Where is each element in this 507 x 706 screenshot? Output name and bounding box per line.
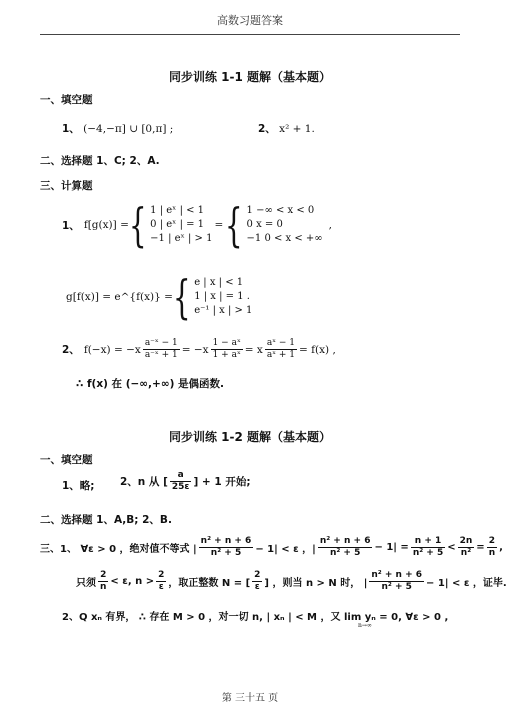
denominator: n² + 5 [210, 548, 242, 558]
expr-part: f(−x) = −x [83, 343, 141, 356]
page-footer: 第 三十五 页 [221, 693, 279, 704]
expr-part: = f(x) , [299, 343, 336, 356]
calc-2-2-expression: 2、Q xₙ 有界， ∴ 存在 M > 0 ，对一切 n, | xₙ | < M ，又 lim yₙ = 0, ∀ε > 0 , [62, 612, 449, 623]
fraction [265, 338, 297, 361]
fill-item-1 [62, 121, 173, 136]
case-row: −1 | eˣ | > 1 [150, 233, 213, 244]
calc-1-lhs: f[g(x)] = [83, 219, 129, 231]
expr-part: < [447, 542, 456, 553]
numerator: 2 [158, 570, 165, 580]
expr-part: 2、n 从 [ [120, 476, 168, 488]
numerator: a [170, 470, 192, 482]
expr-part: , [499, 542, 503, 553]
case-row: 1 −∞ < x < 0 [246, 205, 315, 216]
denominator: n² + 5 [381, 582, 412, 592]
calc-2-conclusion: ∴ f(x) 在 (−∞,+∞) 是偶函数. [76, 378, 225, 390]
denominator: n² [460, 548, 472, 558]
numerator: 2 [98, 570, 108, 582]
denominator: aˣ + 1 [266, 350, 295, 360]
fill-item-2 [258, 121, 315, 136]
limit-subscript: n→∞ [358, 622, 372, 629]
numerator: 1 − aˣ [212, 338, 241, 348]
numerator: n² + n + 6 [319, 536, 371, 546]
fraction [458, 536, 475, 559]
denominator: n² + 5 [329, 548, 361, 558]
item-number: 2、 [258, 123, 276, 135]
running-header: 高数习题答案 [217, 14, 283, 27]
fill-2-item-1: 1、略; [62, 480, 95, 492]
numerator: a⁻ˣ − 1 [144, 338, 178, 348]
expr-part: = −x [181, 343, 209, 356]
choice-line-2: 二、选择题 1、A,B; 2、B. [40, 514, 172, 526]
left-brace: { [172, 270, 191, 324]
calc-1b-expression [66, 270, 253, 324]
fraction [211, 338, 243, 361]
comma: , [328, 219, 332, 231]
numerator: aˣ − 1 [266, 338, 295, 348]
fill-2-item-2 [120, 470, 251, 493]
expr-part: − 1| < ε ，证毕. [426, 578, 507, 589]
numerator: 2 [254, 570, 261, 580]
case-row: e | x | < 1 [194, 277, 244, 288]
expr-part: 三、1、 ∀ε > 0 ，绝对值不等式 | [40, 544, 197, 555]
expr-part: ] + 1 开始; [193, 476, 251, 488]
denominator: n [100, 582, 107, 592]
fraction [411, 536, 445, 559]
cases-a [150, 204, 212, 246]
fraction [156, 570, 166, 593]
denominator: n² + 5 [412, 548, 444, 558]
denominator: n [488, 548, 496, 558]
denominator: ε [254, 582, 260, 592]
fraction [318, 536, 373, 559]
fraction [252, 570, 262, 593]
left-brace: { [225, 198, 243, 252]
fill-blank-heading-2: 一、填空题 [40, 454, 93, 466]
calc-1b-lhs: g[f(x)] = e^{f(x)} = [66, 291, 173, 303]
fraction [143, 338, 180, 361]
case-row: e⁻¹ | x | > 1 [194, 305, 253, 316]
header-rule [40, 34, 460, 35]
case-row: −1 0 < x < +∞ [246, 233, 323, 244]
expr-part: ，取正整数 N = [ [168, 578, 251, 589]
fill-answer-2: x² + 1. [279, 123, 315, 135]
numerator: n + 1 [411, 536, 445, 548]
fraction [199, 536, 254, 559]
expr-part: 只须 [76, 578, 96, 589]
cases-c [194, 276, 252, 318]
calc-2-1-expression [40, 536, 503, 559]
expr-part: < ε, n > [110, 576, 155, 587]
expr-part: − 1| < ε ，| [255, 544, 316, 555]
expr-part: − 1| = [374, 542, 409, 553]
fraction [369, 570, 424, 593]
case-row: 1 | eˣ | < 1 [150, 205, 205, 216]
equals: = [214, 219, 224, 231]
fill-blank-heading-1: 一、填空题 [40, 94, 93, 106]
expr-part: = [476, 542, 485, 553]
numerator: 2n [459, 536, 473, 546]
left-brace: { [128, 198, 147, 252]
fill-answer-1: (−4,−π] ∪ [0,π] ; [83, 123, 174, 135]
numerator: 2 [487, 536, 497, 548]
item-number: 1、 [62, 219, 80, 232]
numerator: n² + n + 6 [371, 570, 423, 580]
fraction [170, 470, 192, 493]
fraction [98, 570, 108, 593]
calc-heading-1: 三、计算题 [40, 180, 93, 192]
section-title-1-1: 同步训练 1-1 题解（基本题） [168, 70, 332, 84]
case-row: 0 | eˣ | = 1 [150, 219, 205, 230]
choice-line-1: 二、选择题 1、C; 2、A. [40, 155, 160, 167]
calc-1-expression [62, 198, 332, 252]
case-row: 1 | x | = 1 . [194, 291, 250, 302]
expr-part: ] ，则当 n > N 时， | [264, 578, 368, 589]
fraction [487, 536, 497, 559]
denominator: 25ε [171, 482, 190, 492]
numerator: n² + n + 6 [200, 536, 252, 546]
case-row: 0 x = 0 [246, 219, 283, 230]
item-number: 1、 [62, 123, 80, 135]
expr-part: = x [244, 343, 263, 356]
denominator: a⁻ˣ + 1 [144, 350, 178, 360]
cases-b [247, 204, 323, 246]
section-title-1-2: 同步训练 1-2 题解（基本题） [168, 430, 332, 444]
denominator: ε [158, 582, 164, 592]
denominator: 1 + aˣ [212, 350, 241, 360]
item-number: 2、 [62, 344, 80, 356]
calc-2-1b-expression [76, 570, 507, 593]
calc-2-expression [62, 338, 336, 361]
